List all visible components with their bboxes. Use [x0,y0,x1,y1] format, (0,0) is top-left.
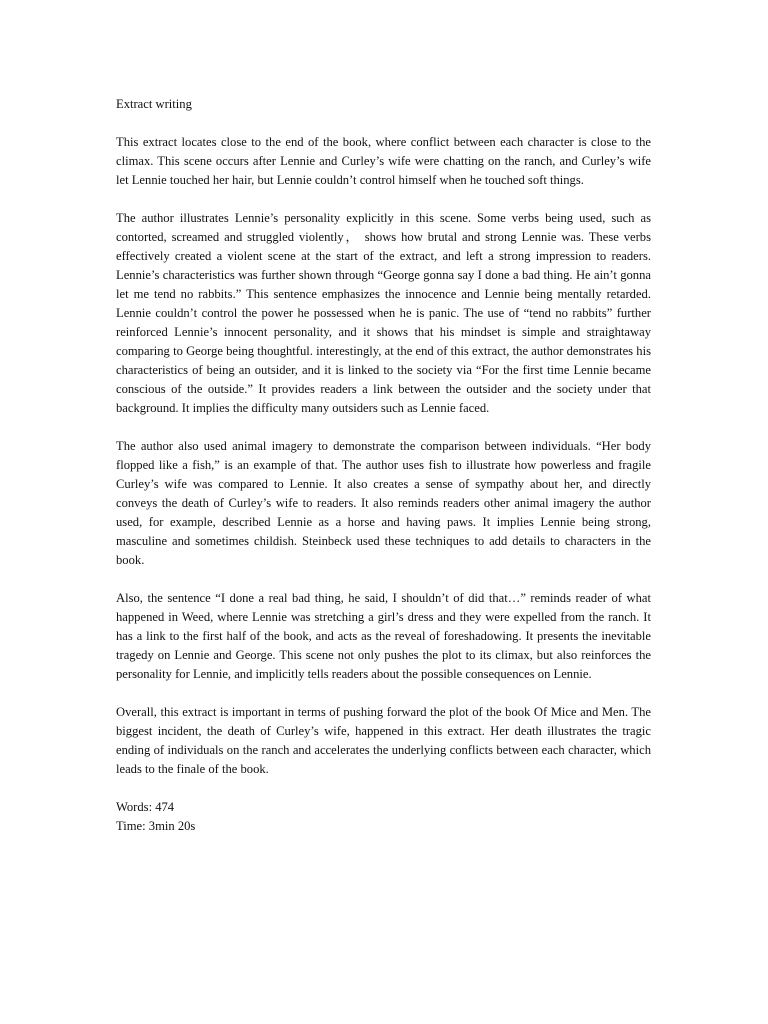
time-taken: Time: 3min 20s [116,819,196,833]
paragraph-personality: The author illustrates Lennie’s personality explicitly in this scene. Some verbs being used, such as contorted, screamed and struggled violently， shows how brutal and strong Lennie was. These verbs effectively created a violent scene at the start of the extract, and left a strong impression to readers. Lennie’s characteristics was further shown through “George gonna say I done a bad thing. He ain’t gonna let me tend no rabbits.” This sentence emphasizes the innocence and Lennie being mentally retarded. Lennie couldn’t control the power he possessed when he is panic. The use of “tend no rabbits” further reinforced Lennie’s innocent personality, and it shows that his mindset is simple and straightaway comparing to George being thoughtful. interestingly, at the end of this extract, the author demonstrates his characteristics of being an outsider, and it is linked to the society via “For the first time Lennie became conscious of the outside.” It provides readers a link between the outsider and the society under that background. It implies the difficulty many outsiders such as Lennie faced. [116,211,651,415]
paragraph-animal-imagery: The author also used animal imagery to demonstrate the comparison between individuals. “Her body flopped like a fish,” is an example of that. The author uses fish to illustrate how powerless and fragile Curley’s wife was compared to Lennie. It also creates a sense of sympathy about her, and directly conveys the death of Curley’s wife to readers. It also reminds readers other animal imagery the author used, for example, described Lennie as a horse and having paws. It implies Lennie being strong, masculine and sometimes childish. Steinbeck used these techniques to add details to characters in the book. [116,439,651,567]
document-body [116,95,651,836]
document-title: Extract writing [116,97,192,111]
paragraph-foreshadowing: Also, the sentence “I done a real bad thing, he said, I shouldn’t of did that…” reminds reader of what happened in Weed, where Lennie was stretching a girl’s dress and they were expelled from the ranch. It has a link to the first half of the book, and acts as the reveal of foreshadowing. It presents the inevitable tragedy on Lennie and George. This scene not only pushes the plot to its climax, but also reinforces the personality for Lennie, and implicitly tells readers about the possible consequences on Lennie. [116,591,651,681]
paragraph-introduction: This extract locates close to the end of the book, where conflict between each character is close to the climax. This scene occurs after Lennie and Curley’s wife were chatting on the ranch, and Curley’s wife let Lennie touched her hair, but Lennie couldn’t control himself when he touched soft things. [116,135,651,187]
paragraph-conclusion: Overall, this extract is important in terms of pushing forward the plot of the book Of Mice and Men. The biggest incident, the death of Curley’s wife, happened in this extract. Her death illustrates the tragic ending of individuals on the ranch and accelerates the underlying conflicts between each character, which leads to the finale of the book. [116,705,651,776]
word-count: Words: 474 [116,800,175,814]
